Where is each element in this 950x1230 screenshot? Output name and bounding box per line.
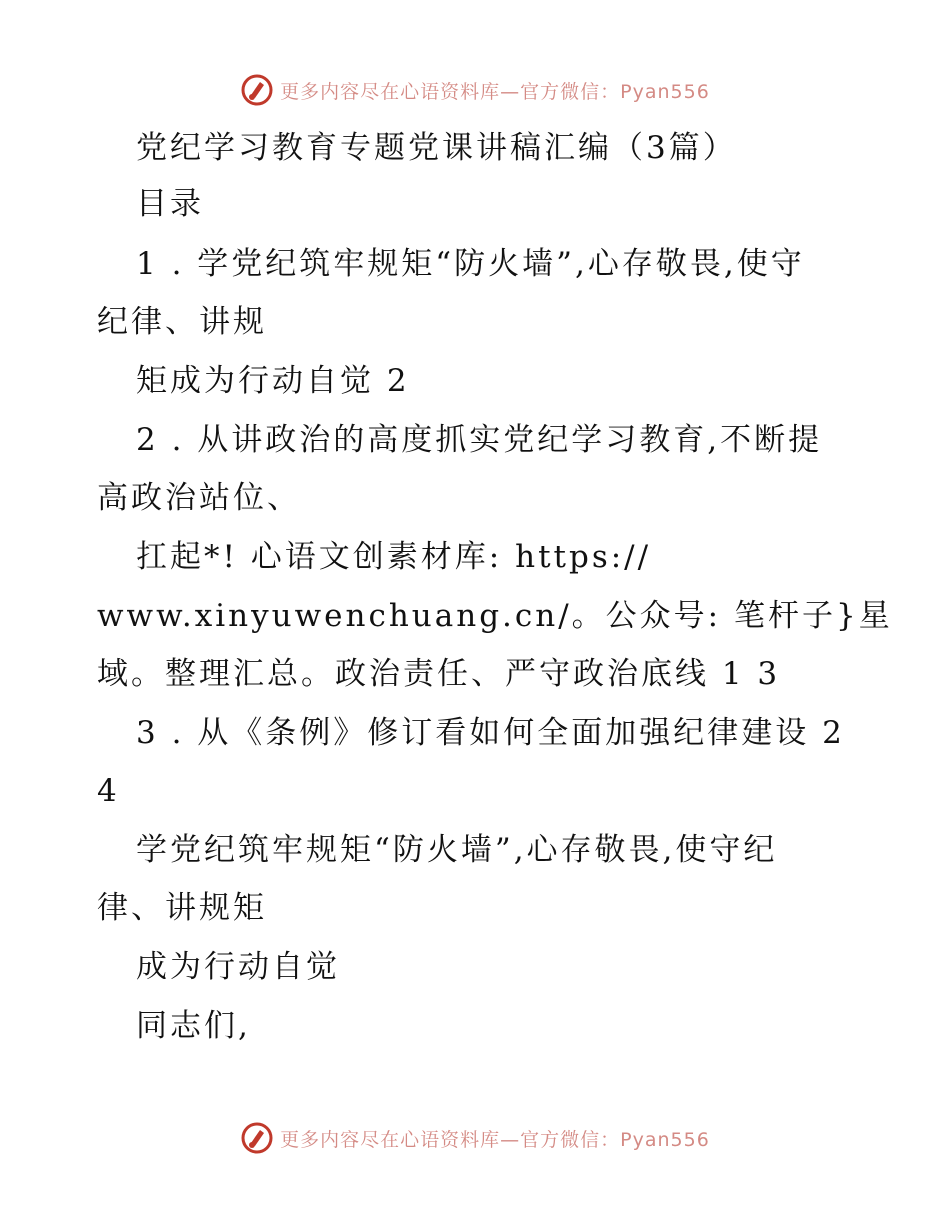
toc-entry-1-line-2: 纪律、讲规 [97,304,267,340]
section-heading-line-3: 成为行动自觉 [136,949,340,985]
watermark-text: 更多内容尽在心语资料库—官方微信：Pyan556 [280,80,710,103]
toc-entry-2-line-1: 2 . 从讲政治的高度抓实党纪学习教育,不断提 [136,422,823,458]
logo-badge-icon [240,1121,274,1155]
header-watermark [0,70,950,110]
footer-watermark [0,1118,950,1158]
toc-entry-3-line-2: 4 [97,773,120,809]
watermark-text: 更多内容尽在心语资料库—官方微信：Pyan556 [280,1128,710,1151]
toc-heading: 目录 [136,186,204,222]
toc-entry-2-line-4: www.xinyuwenchuang.cn/。公众号: 笔杆子}星 [97,598,893,634]
toc-entry-2-line-3: 扛起*! 心语文创素材库: https:// [136,539,652,575]
logo-badge-icon [240,73,274,107]
section-heading-line-1: 学党纪筑牢规矩“防火墙”,心存敬畏,使守纪 [136,832,778,868]
toc-entry-1-line-3: 矩成为行动自觉 2 [136,363,410,399]
section-heading-line-2: 律、讲规矩 [97,890,267,926]
document-title: 党纪学习教育专题党课讲稿汇编（3篇） [136,130,737,166]
toc-entry-1-line-1: 1 . 学党纪筑牢规矩“防火墙”,心存敬畏,使守 [136,246,805,282]
salutation: 同志们, [136,1008,251,1044]
toc-entry-3-line-1: 3 . 从《条例》修订看如何全面加强纪律建设 2 [136,715,845,751]
toc-entry-2-line-2: 高政治站位、 [97,480,301,516]
toc-entry-2-line-5: 域。整理汇总。政治责任、严守政治底线 1 3 [97,656,781,692]
